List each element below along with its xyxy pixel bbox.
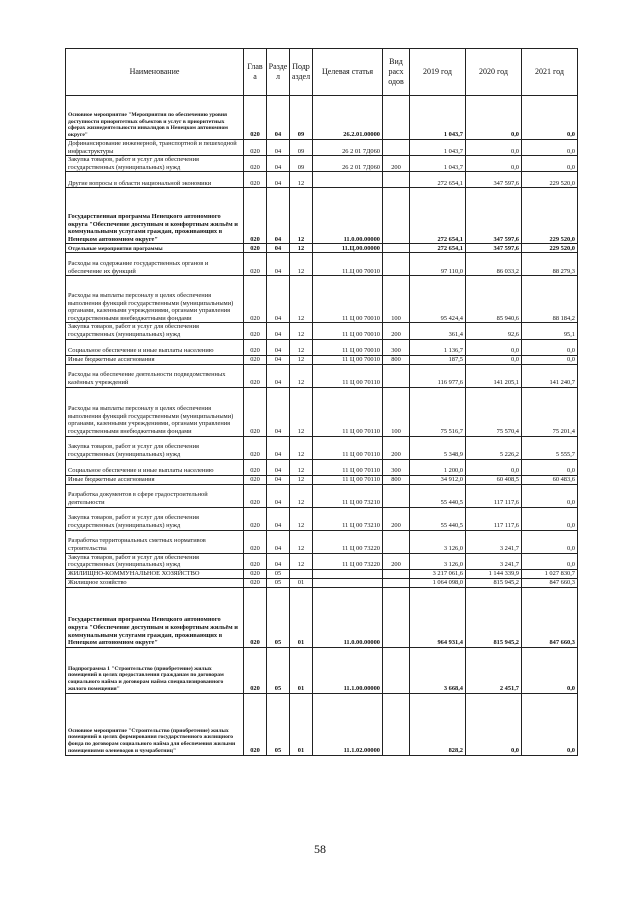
table-row — [66, 339, 578, 355]
row-name: Подпрограмма 1 "Строительство (приобретение) жилых помещений в целях предоставления гражданам по договорам социального найма и договорам найма специализированного жилого помещения" — [66, 647, 244, 693]
row-podrazdel: 12 — [290, 355, 313, 364]
row-target: 11 Ц 00 70010 — [313, 323, 383, 339]
row-vid — [383, 578, 410, 587]
table-row — [66, 253, 578, 276]
row-glava: 020 — [244, 436, 267, 459]
row-razdel: 04 — [267, 188, 290, 244]
row-2020: 347 597,6 — [466, 188, 522, 244]
row-2019: 828,2 — [410, 693, 466, 755]
budget-table-container — [65, 48, 577, 756]
row-2019: 361,4 — [410, 323, 466, 339]
row-vid — [383, 172, 410, 188]
row-2021: 141 240,7 — [522, 364, 578, 387]
row-glava: 020 — [244, 553, 267, 569]
row-name: Иные бюджетные ассигнования — [66, 355, 244, 364]
row-razdel: 04 — [267, 276, 290, 323]
row-razdel: 05 — [267, 647, 290, 693]
row-podrazdel: 12 — [290, 339, 313, 355]
row-vid — [383, 587, 410, 647]
row-2020: 86 033,2 — [466, 253, 522, 276]
row-2019: 1 043,7 — [410, 140, 466, 156]
row-2019: 1 200,0 — [410, 459, 466, 475]
row-vid — [383, 253, 410, 276]
row-target — [313, 172, 383, 188]
row-podrazdel: 01 — [290, 587, 313, 647]
row-podrazdel: 01 — [290, 578, 313, 587]
row-2020: 0,0 — [466, 459, 522, 475]
row-podrazdel: 12 — [290, 253, 313, 276]
row-razdel: 05 — [267, 693, 290, 755]
page-number: 58 — [314, 842, 326, 856]
row-podrazdel: 12 — [290, 507, 313, 530]
row-name: Закупка товаров, работ и услуг для обеспечения государственных (муниципальных) нужд — [66, 156, 244, 172]
row-2019: 964 931,4 — [410, 587, 466, 647]
row-podrazdel: 12 — [290, 323, 313, 339]
row-2021: 0,0 — [522, 693, 578, 755]
row-razdel: 04 — [267, 339, 290, 355]
table-row — [66, 323, 578, 339]
row-2020: 0,0 — [466, 156, 522, 172]
table-row — [66, 172, 578, 188]
row-glava: 020 — [244, 387, 267, 436]
row-vid: 200 — [383, 553, 410, 569]
row-2021: 88 184,2 — [522, 276, 578, 323]
row-podrazdel: 12 — [290, 244, 313, 253]
row-glava: 020 — [244, 364, 267, 387]
row-target: 11.1.02.00000 — [313, 693, 383, 755]
row-2020: 3 241,7 — [466, 530, 522, 553]
row-target: 11.0.00.00000 — [313, 587, 383, 647]
row-2020: 0,0 — [466, 96, 522, 140]
row-2020: 60 408,5 — [466, 475, 522, 484]
row-name: Государственная программа Ненецкого автономного округа "Обеспечение доступным и комфортным жильём и коммунальными услугами граждан, проживающих в Ненецком автономном округе" — [66, 188, 244, 244]
row-2021: 0,0 — [522, 156, 578, 172]
header-glava: Глав а — [244, 49, 267, 96]
row-name: Государственная программа Ненецкого автономного округа "Обеспечение доступным и комфортным жильём и коммунальными услугами граждан, проживающих в Ненецком автономном округе" — [66, 587, 244, 647]
row-name: Расходы на выплаты персоналу в целях обеспечения выполнения функций государственными (муниципальными) органами, казенными учреждениями, органами управления государственными внебюджетными фондами — [66, 387, 244, 436]
row-2019: 1 043,7 — [410, 96, 466, 140]
row-podrazdel: 12 — [290, 553, 313, 569]
row-razdel: 04 — [267, 355, 290, 364]
row-name: Социальное обеспечение и иные выплаты населению — [66, 459, 244, 475]
row-vid: 200 — [383, 156, 410, 172]
row-vid: 100 — [383, 276, 410, 323]
row-2020: 0,0 — [466, 140, 522, 156]
row-razdel: 04 — [267, 484, 290, 507]
row-2020: 347 597,6 — [466, 172, 522, 188]
row-2021: 0,0 — [522, 355, 578, 364]
row-2019: 1 064 098,0 — [410, 578, 466, 587]
row-podrazdel: 12 — [290, 475, 313, 484]
row-glava: 020 — [244, 507, 267, 530]
row-razdel: 04 — [267, 507, 290, 530]
table-row — [66, 475, 578, 484]
row-2021: 847 660,3 — [522, 578, 578, 587]
row-target: 26 2 01 7Д060 — [313, 156, 383, 172]
row-2021: 0,0 — [522, 459, 578, 475]
row-glava: 020 — [244, 140, 267, 156]
header-podrazdel: Подр аздел — [290, 49, 313, 96]
table-row — [66, 693, 578, 755]
row-2020: 2 451,7 — [466, 647, 522, 693]
row-target — [313, 569, 383, 578]
row-2020: 117 117,6 — [466, 507, 522, 530]
row-razdel: 05 — [267, 578, 290, 587]
row-2019: 272 654,1 — [410, 244, 466, 253]
row-glava: 020 — [244, 647, 267, 693]
row-target: 11.1.00.00000 — [313, 647, 383, 693]
row-2020: 3 241,7 — [466, 553, 522, 569]
row-target: 26.2.01.00000 — [313, 96, 383, 140]
row-vid: 800 — [383, 475, 410, 484]
row-target: 11 Ц 00 70110 — [313, 364, 383, 387]
row-glava: 020 — [244, 459, 267, 475]
row-target: 11 Ц 00 70010 — [313, 276, 383, 323]
row-vid — [383, 364, 410, 387]
row-vid — [383, 188, 410, 244]
row-name: Закупка товаров, работ и услуг для обеспечения государственных (муниципальных) нужд — [66, 323, 244, 339]
row-razdel: 05 — [267, 587, 290, 647]
row-razdel: 05 — [267, 569, 290, 578]
row-2019: 1 043,7 — [410, 156, 466, 172]
row-2020: 75 570,4 — [466, 387, 522, 436]
row-razdel: 04 — [267, 253, 290, 276]
row-2021: 88 279,3 — [522, 253, 578, 276]
row-2020: 5 226,2 — [466, 436, 522, 459]
row-podrazdel: 12 — [290, 172, 313, 188]
row-2019: 5 348,9 — [410, 436, 466, 459]
row-2019: 34 912,0 — [410, 475, 466, 484]
row-2019: 75 516,7 — [410, 387, 466, 436]
row-2020: 815 945,2 — [466, 587, 522, 647]
row-2020: 117 117,6 — [466, 484, 522, 507]
row-name: Расходы на выплаты персоналу в целях обеспечения выполнения функций государственными (муниципальными) органами, казенными учреждениями, органами управления государственными внебюджетными фондами — [66, 276, 244, 323]
row-glava: 020 — [244, 96, 267, 140]
row-name: ЖИЛИЩНО-КОММУНАЛЬНОЕ ХОЗЯЙСТВО — [66, 569, 244, 578]
row-razdel: 04 — [267, 553, 290, 569]
row-glava: 020 — [244, 188, 267, 244]
row-target — [313, 578, 383, 587]
header-razdel: Разде л — [267, 49, 290, 96]
table-row — [66, 647, 578, 693]
row-name: Разработка документов в сфере градостроительной деятельности — [66, 484, 244, 507]
row-2021: 1 027 830,7 — [522, 569, 578, 578]
table-row — [66, 507, 578, 530]
row-2020: 0,0 — [466, 339, 522, 355]
row-target: 11 Ц 00 73220 — [313, 530, 383, 553]
row-2021: 0,0 — [522, 140, 578, 156]
table-row — [66, 276, 578, 323]
row-podrazdel: 01 — [290, 647, 313, 693]
row-target: 11 Ц 00 73220 — [313, 553, 383, 569]
row-glava: 020 — [244, 339, 267, 355]
row-2020: 0,0 — [466, 355, 522, 364]
table-row — [66, 530, 578, 553]
row-target: 11 Ц 00 73210 — [313, 507, 383, 530]
header-2019: 2019 год — [410, 49, 466, 96]
row-2019: 272 654,1 — [410, 188, 466, 244]
row-2021: 0,0 — [522, 96, 578, 140]
row-vid — [383, 530, 410, 553]
row-vid — [383, 244, 410, 253]
table-row — [66, 569, 578, 578]
row-2019: 3 126,0 — [410, 553, 466, 569]
row-razdel: 04 — [267, 140, 290, 156]
row-target: 26 2 01 7Д060 — [313, 140, 383, 156]
row-razdel: 04 — [267, 364, 290, 387]
row-glava: 020 — [244, 355, 267, 364]
row-vid: 200 — [383, 323, 410, 339]
row-2021: 229 520,0 — [522, 188, 578, 244]
row-name: Расходы на обеспечение деятельности подведомственных казённых учреждений — [66, 364, 244, 387]
table-row — [66, 587, 578, 647]
row-podrazdel — [290, 569, 313, 578]
row-glava: 020 — [244, 693, 267, 755]
row-2021: 95,1 — [522, 323, 578, 339]
header-2020: 2020 год — [466, 49, 522, 96]
row-target: 11 Ц 00 70110 — [313, 436, 383, 459]
row-2019: 3 668,4 — [410, 647, 466, 693]
row-2019: 55 440,5 — [410, 484, 466, 507]
table-row — [66, 484, 578, 507]
row-razdel: 04 — [267, 244, 290, 253]
row-podrazdel: 12 — [290, 276, 313, 323]
row-vid: 300 — [383, 459, 410, 475]
row-vid: 200 — [383, 507, 410, 530]
table-row — [66, 244, 578, 253]
row-podrazdel: 12 — [290, 459, 313, 475]
row-glava: 020 — [244, 244, 267, 253]
row-2019: 55 440,5 — [410, 507, 466, 530]
row-vid: 300 — [383, 339, 410, 355]
row-vid: 100 — [383, 387, 410, 436]
row-razdel: 04 — [267, 387, 290, 436]
table-row — [66, 387, 578, 436]
row-target: 11 Ц 00 70110 — [313, 459, 383, 475]
row-razdel: 04 — [267, 530, 290, 553]
row-glava: 020 — [244, 484, 267, 507]
row-podrazdel: 01 — [290, 693, 313, 755]
row-2019: 272 654,1 — [410, 172, 466, 188]
row-razdel: 04 — [267, 323, 290, 339]
row-2020: 141 205,1 — [466, 364, 522, 387]
row-podrazdel: 12 — [290, 364, 313, 387]
row-2019: 95 424,4 — [410, 276, 466, 323]
row-glava: 020 — [244, 276, 267, 323]
row-2020: 0,0 — [466, 693, 522, 755]
header-vid: Вид расх одов — [383, 49, 410, 96]
table-row — [66, 436, 578, 459]
row-target: 11 Ц 00 70110 — [313, 475, 383, 484]
row-name: Разработка территориальных сметных нормативов строительства — [66, 530, 244, 553]
row-target: 11.0.00.00000 — [313, 188, 383, 244]
row-razdel: 04 — [267, 172, 290, 188]
row-2021: 60 483,6 — [522, 475, 578, 484]
row-vid — [383, 647, 410, 693]
row-2019: 116 977,6 — [410, 364, 466, 387]
row-2020: 85 940,6 — [466, 276, 522, 323]
row-2021: 847 660,3 — [522, 587, 578, 647]
row-glava: 020 — [244, 587, 267, 647]
budget-table — [65, 48, 578, 756]
row-glava: 020 — [244, 569, 267, 578]
row-razdel: 04 — [267, 459, 290, 475]
table-row — [66, 578, 578, 587]
row-podrazdel: 12 — [290, 530, 313, 553]
row-name: Основное мероприятие "Строительство (приобретение) жилых помещений в целях формирования государственного жилищного фонда по договорам социального найма для обеспечения жилыми помещениями оленеводов и чумработниц" — [66, 693, 244, 755]
header-2021: 2021 год — [522, 49, 578, 96]
table-row — [66, 364, 578, 387]
row-razdel: 04 — [267, 96, 290, 140]
row-2019: 1 136,7 — [410, 339, 466, 355]
row-2019: 3 126,0 — [410, 530, 466, 553]
header-row — [66, 49, 578, 96]
row-2020: 92,6 — [466, 323, 522, 339]
row-glava: 020 — [244, 156, 267, 172]
row-target: 11 Ц 00 73210 — [313, 484, 383, 507]
row-glava: 020 — [244, 578, 267, 587]
row-2019: 97 110,0 — [410, 253, 466, 276]
row-2020: 347 597,6 — [466, 244, 522, 253]
row-2021: 0,0 — [522, 484, 578, 507]
row-glava: 020 — [244, 323, 267, 339]
row-target: 11 Ц 00 70010 — [313, 339, 383, 355]
row-vid: 800 — [383, 355, 410, 364]
header-target: Целевая статья — [313, 49, 383, 96]
row-name: Закупка товаров, работ и услуг для обеспечения государственных (муниципальных) нужд — [66, 436, 244, 459]
table-body — [66, 96, 578, 756]
row-podrazdel: 12 — [290, 188, 313, 244]
row-podrazdel: 12 — [290, 387, 313, 436]
row-2021: 229 520,0 — [522, 172, 578, 188]
row-name: Другие вопросы в области национальной экономики — [66, 172, 244, 188]
row-2019: 3 217 061,6 — [410, 569, 466, 578]
row-2020: 815 945,2 — [466, 578, 522, 587]
table-row — [66, 553, 578, 569]
row-2021: 0,0 — [522, 647, 578, 693]
row-target: 11.Ц 00 70010 — [313, 253, 383, 276]
table-row — [66, 140, 578, 156]
row-name: Закупка товаров, работ и услуг для обеспечения государственных (муниципальных) нужд — [66, 507, 244, 530]
row-2020: 1 144 339,9 — [466, 569, 522, 578]
table-row — [66, 188, 578, 244]
row-2021: 0,0 — [522, 507, 578, 530]
table-row — [66, 156, 578, 172]
row-2021: 0,0 — [522, 530, 578, 553]
row-podrazdel: 09 — [290, 156, 313, 172]
table-row — [66, 96, 578, 140]
row-name: Расходы на содержание государственных органов и обеспечение их функций — [66, 253, 244, 276]
row-vid — [383, 140, 410, 156]
row-name: Закупка товаров, работ и услуг для обеспечения государственных (муниципальных) нужд — [66, 553, 244, 569]
row-vid — [383, 484, 410, 507]
row-name: Жилищное хозяйство — [66, 578, 244, 587]
row-razdel: 04 — [267, 475, 290, 484]
row-razdel: 04 — [267, 436, 290, 459]
row-razdel: 04 — [267, 156, 290, 172]
table-row — [66, 355, 578, 364]
row-name: Основное мероприятие "Мероприятия по обеспечению уровня доступности приоритетных объектов и услуг в приоритетных сферах жизнедеятельности инвалидов в Ненецком автономном округе" — [66, 96, 244, 140]
row-name: Отдельные мероприятия программы — [66, 244, 244, 253]
row-2021: 229 520,0 — [522, 244, 578, 253]
row-2019: 187,5 — [410, 355, 466, 364]
row-name: Иные бюджетные ассигнования — [66, 475, 244, 484]
row-vid — [383, 96, 410, 140]
row-vid: 200 — [383, 436, 410, 459]
row-2021: 0,0 — [522, 553, 578, 569]
row-name: Социальное обеспечение и иные выплаты населению — [66, 339, 244, 355]
row-name: Дофинансирование инженерной, транспортной и пешеходной инфраструктуры — [66, 140, 244, 156]
row-vid — [383, 569, 410, 578]
row-2021: 0,0 — [522, 339, 578, 355]
row-target: 11.Ц.00.00000 — [313, 244, 383, 253]
row-vid — [383, 693, 410, 755]
row-2021: 5 555,7 — [522, 436, 578, 459]
row-glava: 020 — [244, 530, 267, 553]
row-podrazdel: 09 — [290, 96, 313, 140]
row-target: 11 Ц 00 70010 — [313, 355, 383, 364]
header-name: Наименование — [66, 49, 244, 96]
row-target: 11 Ц 00 70110 — [313, 387, 383, 436]
row-glava: 020 — [244, 253, 267, 276]
table-row — [66, 459, 578, 475]
row-glava: 020 — [244, 475, 267, 484]
row-glava: 020 — [244, 172, 267, 188]
row-2021: 75 201,4 — [522, 387, 578, 436]
row-podrazdel: 09 — [290, 140, 313, 156]
row-podrazdel: 12 — [290, 484, 313, 507]
row-podrazdel: 12 — [290, 436, 313, 459]
